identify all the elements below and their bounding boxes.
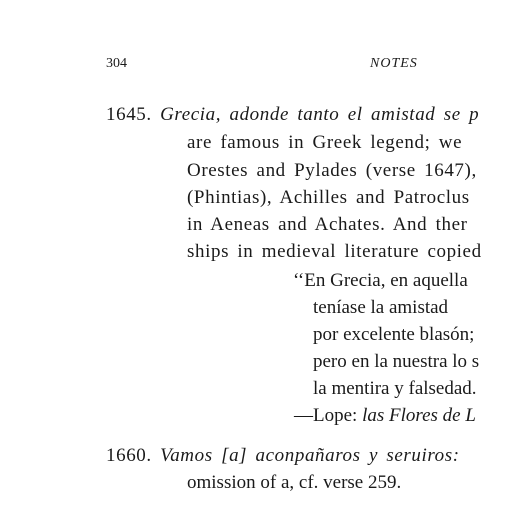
note-line: omission of a, cf. verse 259. bbox=[187, 472, 402, 493]
note-number: 1645. bbox=[106, 104, 152, 125]
note-1660-heading bbox=[106, 444, 460, 468]
quote-attribution bbox=[294, 404, 476, 428]
note-1645-heading bbox=[106, 103, 479, 127]
note-line: are famous in Greek legend; we bbox=[187, 132, 463, 153]
note-line: ships in medieval literature copied bbox=[187, 241, 482, 262]
note-number: 1660. bbox=[106, 445, 152, 466]
attribution-author: —Lope: bbox=[294, 405, 358, 426]
page-number: 304 bbox=[106, 56, 127, 71]
quote-line: teníase la amistad bbox=[313, 297, 449, 318]
quote-line: pero en la nuestra lo s bbox=[313, 351, 480, 372]
quote-line: por excelente blasón; bbox=[313, 324, 475, 345]
note-line: Orestes and Pylades (verse 1647), bbox=[187, 160, 477, 181]
quote-line: la mentira y falsedad. bbox=[313, 378, 477, 399]
attribution-work: las Flores de L bbox=[362, 405, 476, 426]
note-lemma: Vamos [a] aconpañaros y seruiros: bbox=[160, 445, 460, 466]
running-title: NOTES bbox=[370, 56, 418, 71]
note-line: (Phintias), Achilles and Patroclus bbox=[187, 187, 470, 208]
quote-line: ‘‘En Grecia, en aquella bbox=[293, 270, 468, 291]
note-lemma: Grecia, adonde tanto el amistad se p bbox=[160, 104, 480, 125]
note-line: in Aeneas and Achates. And ther bbox=[187, 214, 468, 235]
